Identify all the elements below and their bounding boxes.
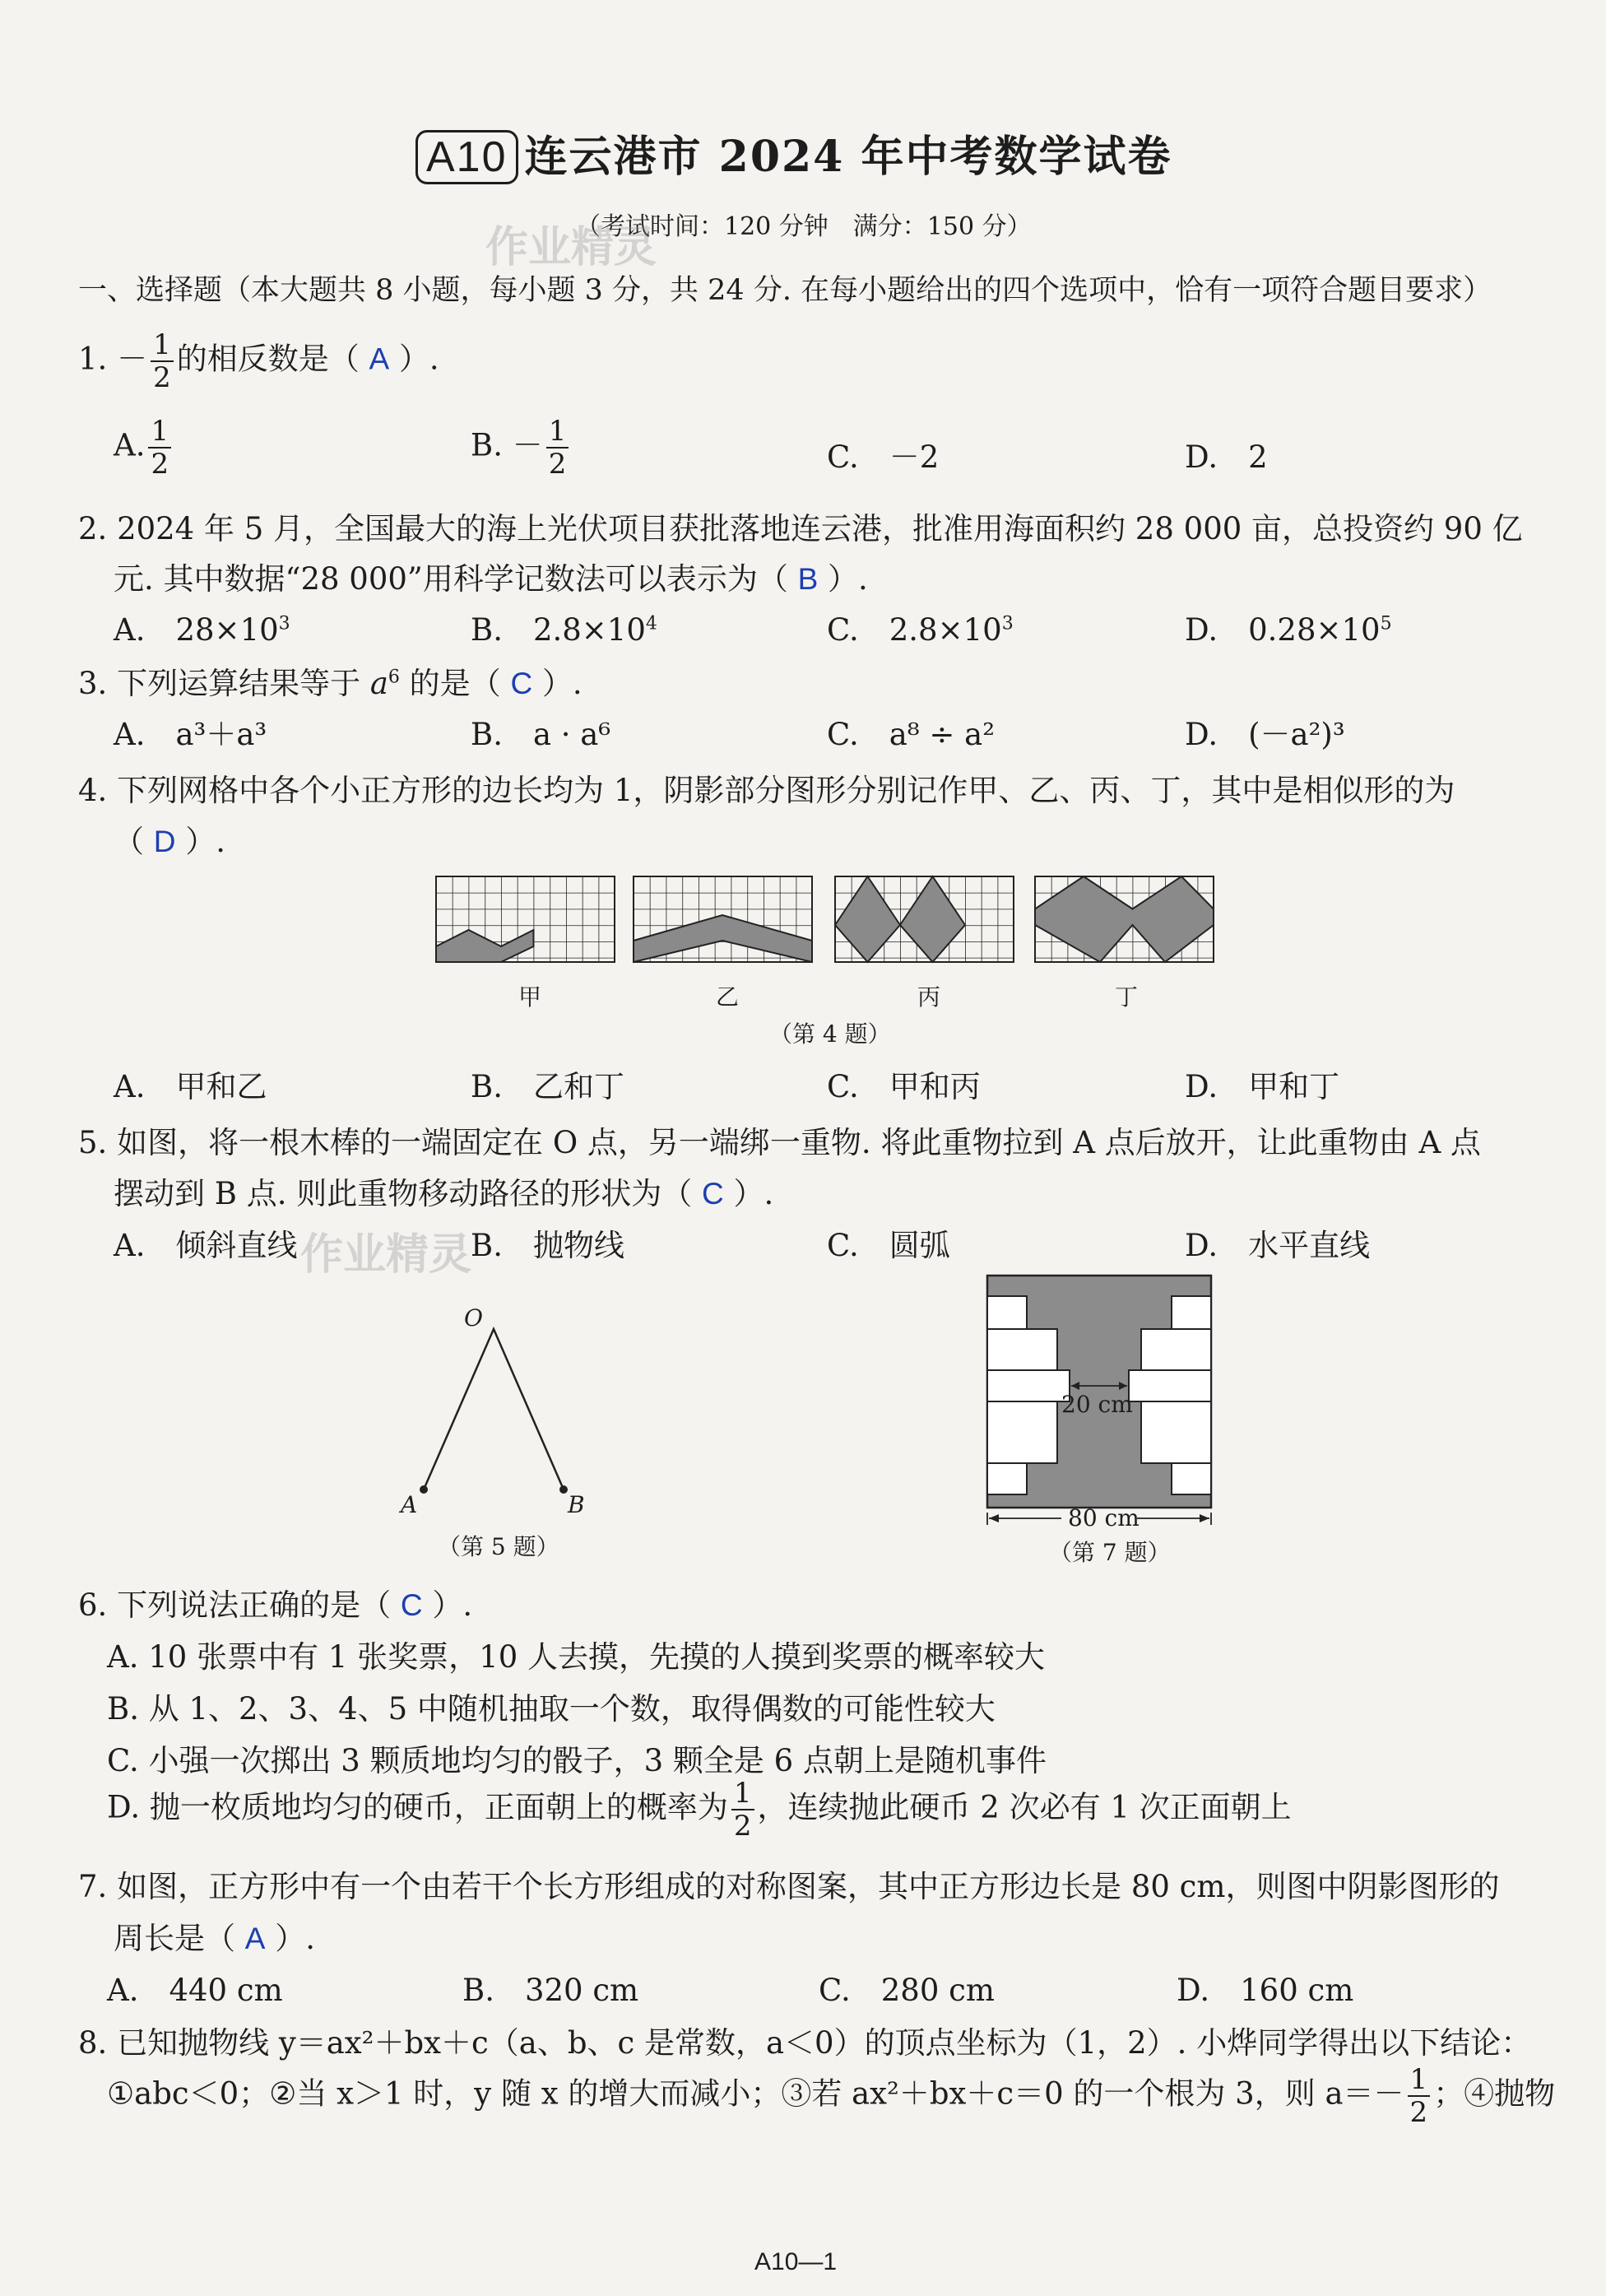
q2-option-a: A. $28\times 10^3$: [114, 612, 290, 648]
q2-option-c: C. $2.8\times 10^3$: [827, 612, 1014, 648]
q3-option-d: D. (－a²)³: [1185, 717, 1345, 752]
question-4-line1: 4. 下列网格中各个小正方形的边长均为 1，阴影部分图形分别记作甲、乙、丙、丁，其中是相似形的为: [78, 773, 1455, 808]
q1-option-a: A. $\frac{1}{2}$: [114, 416, 174, 480]
q6-option-d: D. 抛一枚质地均匀的硬币，正面朝上的概率为 $\frac{1}{2}$ ，连续抛此硬币 2 次必有 1 次正面朝上: [107, 1777, 1292, 1843]
grid-yi: [634, 876, 812, 962]
grid-figures: [428, 864, 1218, 1020]
q1-option-d: D. 2: [1185, 439, 1268, 475]
q5-option-b: B. 抛物线: [471, 1228, 624, 1263]
question-8-line2: ①abc＜0；②当 x＞1 时，y 随 x 的增大而减小；③若 ax²＋bx＋c＝0 的一个根为 3，则 a＝－ $\frac{1}{2}$ ；④抛物: [107, 2063, 1556, 2129]
grid-jia: [436, 876, 615, 962]
q3-option-a: A. a³＋a³: [114, 717, 267, 752]
q5-option-c: C. 圆弧: [827, 1228, 950, 1263]
q7-option-a: A. 440 cm: [107, 1973, 283, 2008]
label-jia: 甲: [518, 983, 542, 1011]
answer: C: [510, 667, 533, 700]
answer: D: [153, 825, 176, 858]
label-ding: 丁: [1115, 983, 1139, 1011]
question-8-line1: 8. 已知抛物线 y＝ax²＋bx＋c（a、b、c 是常数，a＜0）的顶点坐标为（1，2）. 小烨同学得出以下结论：: [78, 2025, 1532, 2061]
q2-option-b: B. $2.8\times 10^4$: [471, 612, 657, 648]
question-7-line2: 周长是（ A ）.: [114, 1921, 315, 1956]
answer: A: [244, 1922, 266, 1955]
question-1: 1. － $\frac{1}{2}$ 的相反数是（ A ）.: [78, 328, 439, 394]
question-5-line2: 摆动到 B 点. 则此重物移动路径的形状为（ C ）.: [114, 1176, 774, 1211]
point-b-label: B: [568, 1491, 585, 1518]
grid-ding: [1035, 876, 1214, 962]
q2-option-d: D. $0.28\times 10^5$: [1185, 612, 1392, 648]
watermark: 作业精灵: [300, 1230, 472, 1280]
q4-option-b: B. 乙和丁: [471, 1069, 624, 1104]
answer: A: [369, 342, 390, 376]
q6-option-b: B. 从 1、2、3、4、5 中随机抽取一个数，取得偶数的可能性较大: [107, 1691, 996, 1727]
q6-option-a: A. 10 张票中有 1 张奖票，10 人去摸，先摸的人摸到奖票的概率较大: [107, 1639, 1045, 1675]
q3-option-c: C. a⁸ ÷ a²: [827, 717, 996, 752]
label-yi: 乙: [716, 983, 740, 1011]
label-bing: 丙: [917, 983, 941, 1011]
q5-option-d: D. 水平直线: [1185, 1228, 1371, 1263]
q3-option-b: B. a · a⁶: [471, 717, 611, 752]
side-length-label: 80 cm: [1068, 1504, 1140, 1531]
answer: C: [400, 1588, 423, 1622]
answer: C: [702, 1177, 724, 1211]
watermark: 作业精灵: [485, 223, 657, 272]
page-number: A10—1: [754, 2248, 838, 2275]
q7-option-b: B. 320 cm: [462, 1973, 639, 2008]
q4-option-d: D. 甲和丁: [1185, 1069, 1340, 1104]
q4-option-a: A. 甲和乙: [114, 1069, 267, 1104]
page-title: [415, 122, 1172, 184]
figure-4-caption: （第 4 题）: [769, 1020, 891, 1048]
fraction: $\frac{1}{2}$: [151, 329, 174, 393]
paper-code-badge: A10: [415, 130, 518, 184]
answer: B: [797, 562, 819, 596]
inner-gap-label: 20 cm: [1061, 1391, 1133, 1418]
q1-option-c: C. －2: [827, 439, 940, 475]
question-4-line2: （ D ）.: [114, 824, 226, 859]
exam-info: （考试时间：120 分钟 满分：150 分）: [576, 212, 1032, 241]
q6-option-c: C. 小强一次掷出 3 颗质地均匀的骰子，3 颗全是 6 点朝上是随机事件: [107, 1743, 1047, 1778]
question-2-line1: 2. 2024 年 5 月，全国最大的海上光伏项目获批落地连云港，批准用海面积约 28 000 亩，总投资约 90 亿: [78, 511, 1523, 546]
figure-7-caption: （第 7 题）: [1049, 1539, 1171, 1566]
figure-5-caption: （第 5 题）: [438, 1533, 559, 1560]
question-7-line1: 7. 如图，正方形中有一个由若干个长方形组成的对称图案，其中正方形边长是 80 cm，则图中阴影图形的: [78, 1869, 1500, 1904]
title-text: 连云港市 2024 年中考数学试卷: [524, 132, 1172, 182]
grid-bing: [835, 876, 1014, 962]
q7-option-d: D. 160 cm: [1177, 1973, 1354, 2008]
q5-option-a: A. 倾斜直线: [114, 1228, 298, 1263]
section-heading: 一、选择题（本大题共 8 小题，每小题 3 分，共 24 分. 在每小题给出的四个选项中，恰有一项符合题目要求）: [78, 274, 1492, 307]
q4-option-c: C. 甲和丙: [827, 1069, 981, 1104]
point-o-label: O: [464, 1304, 483, 1332]
point-a-label: A: [401, 1491, 418, 1518]
question-2-line2: 元. 其中数据“28 000”用科学记数法可以表示为（ B ）.: [114, 561, 868, 597]
q7-option-c: C. 280 cm: [819, 1973, 995, 2008]
q1-option-b: B. － $\frac{1}{2}$: [471, 416, 572, 480]
question-3: 3. 下列运算结果等于 $a^6$ 的是（ C ）.: [78, 666, 583, 701]
question-5-line1: 5. 如图，将一根木棒的一端固定在 O 点，另一端绑一重物. 将此重物拉到 A 点后放开，让此重物由 A 点: [78, 1125, 1481, 1160]
question-6: 6. 下列说法正确的是（ C ）.: [78, 1587, 473, 1623]
